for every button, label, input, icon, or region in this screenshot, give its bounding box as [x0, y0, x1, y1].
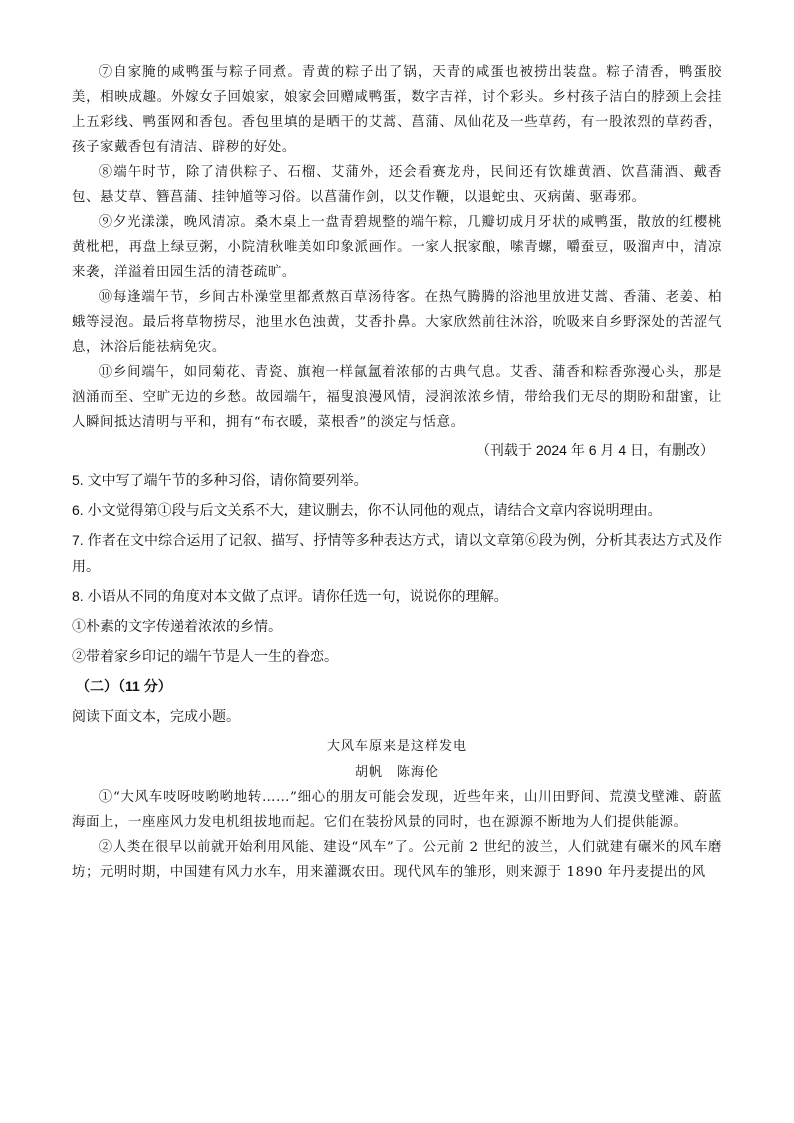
- passage-two-paragraph-1: ①“大风车吱呀吱哟哟地转……”细心的朋友可能会发现，近些年来，山川田野间、荒漠戈壁滩、蔚蓝海面上，一座座风力发电机组拔地而起。它们在装扮风景的同时，也在源源不断地为人们提供能源。: [72, 790, 722, 830]
- question-list: [72, 467, 722, 669]
- source-note: （刊载于 2024 年 6 月 4 日，有删改）: [475, 442, 714, 458]
- page-content: [72, 60, 722, 885]
- question-8-option-1: ①朴素的文字传递着浓浓的乡情。: [72, 618, 282, 634]
- question-8: 8. 小语从不同的角度对本文做了点评。请你任选一句，说说你的理解。: [72, 588, 508, 604]
- article-authors: 胡帆 陈海伦: [354, 765, 439, 780]
- section-two-instruction: 阅读下面文本，完成小题。: [72, 708, 240, 724]
- paragraph-8: ⑧端午时节，除了清供粽子、石榴、艾蒲外，还会看赛龙舟，民间还有饮雄黄酒、饮菖蒲酒、戴香包、悬艾草、簪菖蒲、挂钟馗等习俗。以菖蒲作剑，以艾作鞭，以退蛇虫、灭病菌、驱毒邪。: [72, 165, 722, 205]
- question-8-option-2: ②带着家乡印记的端午节是人一生的眷恋。: [72, 648, 338, 664]
- passage-two-paragraph-2: ②人类在很早以前就开始利用风能、建设“风车”了。公元前 2 世纪的波兰，人们就建有碾米的风车磨坊；元明时期，中国建有风力水车，用来灌溉农田。现代风车的雏形，则来源于 1890 年丹麦提出的风: [72, 840, 722, 880]
- paragraph-7: ⑦自家腌的咸鸭蛋与粽子同煮。青黄的粽子出了锅，天青的咸蛋也被捞出装盘。粽子清香，鸭蛋胶美，相映成趣。外嫁女子回娘家，娘家会回赠咸鸭蛋，数字吉祥，讨个彩头。乡村孩子洁白的脖颈上会挂上五彩线、鸭蛋网和香包。香包里填的是晒干的艾蒿、菖蒲、凤仙花及一些草药，有一股浓烈的草药香，孩子家戴香包有清洁、辟秽的好处。: [72, 65, 722, 155]
- passage-two: [72, 785, 722, 885]
- paragraph-11: ⑪乡间端午，如同菊花、青瓷、旗袍一样氤氲着浓郁的古典气息。艾香、蒲香和粽香弥漫心头，那是汹涌而至、空旷无边的乡愁。故园端午，福叟浪漫风情，浸润浓浓乡情，带给我们无尽的期盼和甜蜜，让人瞬间抵达清明与平和，拥有“布衣暖，菜根香”的淡定与恬意。: [72, 365, 722, 430]
- question-5: 5. 文中写了端午节的多种习俗，请你简要列举。: [72, 472, 368, 488]
- article-title: 大风车原来是这样发电: [326, 739, 467, 754]
- section-two-heading: （二）（11 分）: [76, 678, 172, 694]
- passage-one: [72, 60, 722, 435]
- paragraph-9: ⑨夕光漾漾，晚风清凉。桑木桌上一盘青碧规整的端午粽，几瓣切成月牙状的咸鸭蛋，散放的红樱桃黄枇杷，再盘上绿豆粥，小院清秋唯美如印象派画作。一家人抿家酿，嗦青螺，嚼蚕豆，吸溜声中，清凉来袭，洋溢着田园生活的清苍疏旷。: [72, 215, 722, 280]
- paragraph-10: ⑩每逢端午节，乡间古朴澡堂里都煮熬百草汤待客。在热气腾腾的浴池里放进艾蒿、香蒲、老姜、柏蛾等浸泡。最后将草物捞尽，池里水色浊黄，艾香扑鼻。大家欣然前往沐浴，吮吸来自乡野深处的苦涩气息，沐浴后能祛病免灾。: [72, 290, 722, 355]
- question-6: 6. 小文觉得第①段与后文关系不大，建议删去，你不认同他的观点，请结合文章内容说明理由。: [72, 502, 662, 518]
- question-7: 7. 作者在文中综合运用了记叙、描写、抒情等多种表达方式，请以文章第⑥段为例，分析其表达方式及作用。: [72, 532, 722, 574]
